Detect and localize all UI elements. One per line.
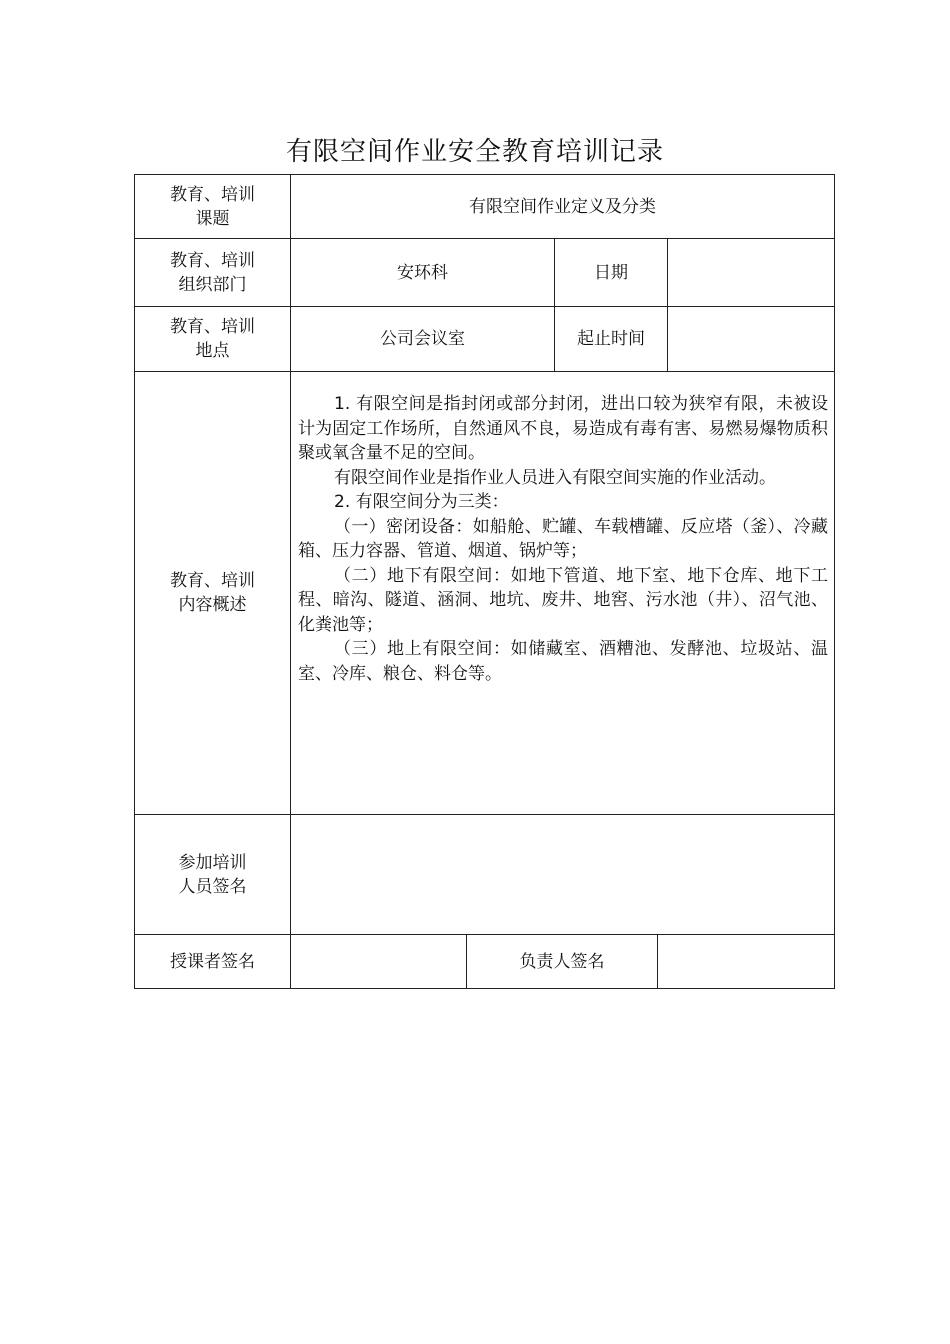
attendees-signature-field[interactable] (291, 815, 834, 934)
org-value: 安环科 (397, 262, 448, 283)
content-paragraph: （二）地下有限空间：如地下管道、地下室、地下仓库、地下工程、暗沟、隧道、涵洞、地坑、废井、地窖、污水池（井）、沼气池、化粪池等； (298, 565, 828, 635)
time-label: 起止时间 (577, 329, 645, 349)
content-paragraph: 1. 有限空间是指封闭或部分封闭，进出口较为狭窄有限，未被设计为固定工作场所，自然通风不良，易造成有毒有害、易燃易爆物质积聚或氧含量不足的空间。 (298, 394, 828, 463)
responsible-signature-field[interactable] (658, 935, 834, 988)
org-label: 教育、培训 组织部门 (170, 250, 255, 295)
content-label: 教育、培训 内容概述 (170, 571, 255, 615)
place-label: 教育、培训 地点 (170, 317, 255, 361)
content-paragraph: 有限空间作业是指作业人员进入有限空间实施的作业活动。 (334, 467, 776, 488)
attendees-label: 参加培训 人员签名 (178, 852, 247, 897)
responsible-label: 负责人签名 (519, 951, 605, 972)
content-paragraph: 2. 有限空间分为三类： (334, 492, 509, 512)
content-paragraph: （三）地上有限空间：如储藏室、酒糟池、发酵池、垃圾站、温室、冷库、粮仓、料仓等。 (298, 639, 828, 684)
instructor-signature-field[interactable] (291, 935, 466, 988)
date-label: 日期 (594, 262, 628, 283)
time-field[interactable] (668, 307, 834, 371)
content-paragraph: （一）密闭设备：如船舱、贮罐、车载槽罐、反应塔（釜）、冷藏箱、压力容器、管道、烟道、锅炉等； (298, 516, 828, 561)
document-title: 有限空间作业安全教育培训记录 (285, 137, 664, 167)
content-summary (298, 392, 828, 686)
instructor-label: 授课者签名 (170, 951, 255, 972)
topic-label: 教育、培训 课题 (170, 184, 255, 229)
topic-value: 有限空间作业定义及分类 (469, 196, 656, 217)
place-value: 公司会议室 (380, 329, 465, 349)
date-field[interactable] (668, 239, 834, 306)
